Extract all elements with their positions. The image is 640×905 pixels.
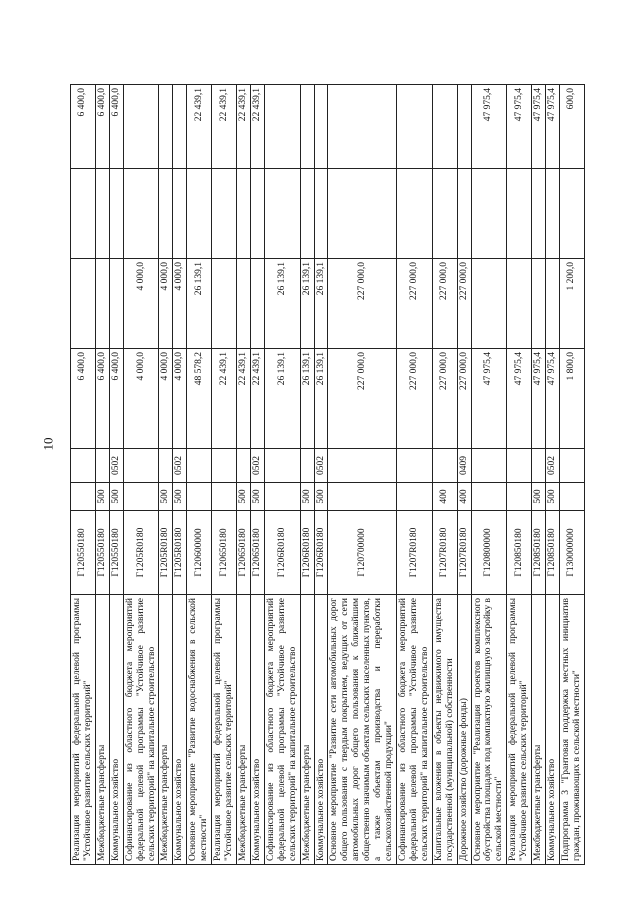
row-col4: [123, 85, 159, 169]
table-row: [328, 85, 397, 865]
row-code: Г1206R0180: [314, 511, 328, 595]
row-total: 26 139,1: [314, 349, 328, 449]
row-col3: [559, 169, 584, 259]
row-total: 22 439,1: [250, 349, 264, 449]
row-col3: [109, 169, 123, 259]
table-row: [532, 85, 546, 865]
row-name: Коммунальное хозяйство: [173, 595, 187, 865]
row-col3: [250, 169, 264, 259]
row-type: [212, 483, 237, 511]
row-name: Софинансирование из областного бюджета мероприятий федеральной целевой программы "Устойчивое развитие сельских территорий" на капитальное строительство: [396, 595, 432, 865]
row-col2: 26 139,1: [300, 259, 314, 349]
row-col3: [173, 169, 187, 259]
row-type: [71, 483, 96, 511]
row-section: [471, 449, 507, 483]
row-col3: [432, 169, 457, 259]
row-name: Основное мероприятие "Реализация проектов комплексного обустройства площадок под компактную жилищную застройку в сельской местности": [471, 595, 507, 865]
row-section: [396, 449, 432, 483]
row-col2: [236, 259, 250, 349]
row-section: [432, 449, 457, 483]
row-type: 500: [236, 483, 250, 511]
row-code: Г120650180: [250, 511, 264, 595]
row-col3: [71, 169, 96, 259]
row-code: Г120700000: [328, 511, 397, 595]
row-col4: 6 400,0: [95, 85, 109, 169]
row-code: Г1207R0180: [457, 511, 471, 595]
row-code: Г1206R0180: [300, 511, 314, 595]
row-col4: 6 400,0: [109, 85, 123, 169]
row-col4: [314, 85, 328, 169]
row-section: 0409: [457, 449, 471, 483]
table-row: [71, 85, 96, 865]
row-col4: [396, 85, 432, 169]
row-type: [328, 483, 397, 511]
row-col4: [159, 85, 173, 169]
row-col4: [432, 85, 457, 169]
page-number: 10: [40, 437, 56, 451]
row-type: 500: [300, 483, 314, 511]
row-name: Подпрограмма 3 "Грантовая поддержка местных инициатив граждан, проживающих в сельской местности": [559, 595, 584, 865]
row-name: Основное мероприятие "Развитие водоснабжения в сельской местности": [187, 595, 212, 865]
row-col4: 22 439,1: [236, 85, 250, 169]
row-col2: 227 000,0: [457, 259, 471, 349]
row-total: 47 975,4: [546, 349, 560, 449]
row-code: Г130000000: [559, 511, 584, 595]
row-type: 500: [159, 483, 173, 511]
row-total: 227 000,0: [432, 349, 457, 449]
row-total: 4 000,0: [173, 349, 187, 449]
row-section: 0502: [546, 449, 560, 483]
row-total: 4 000,0: [123, 349, 159, 449]
row-col3: [123, 169, 159, 259]
row-name: Реализация мероприятий федеральной целевой программы "Устойчивое развитие сельских территорий": [71, 595, 96, 865]
row-col4: [328, 85, 397, 169]
row-code: Г120850180: [546, 511, 560, 595]
row-type: [471, 483, 507, 511]
row-code: Г1205R0180: [159, 511, 173, 595]
row-name: Капитальные вложения в объекты недвижимого имущества государственной (муниципальной) собственности: [432, 595, 457, 865]
row-col3: [457, 169, 471, 259]
row-name: Межбюджетные трансферты: [159, 595, 173, 865]
row-type: [396, 483, 432, 511]
row-total: 227 000,0: [396, 349, 432, 449]
row-col4: [457, 85, 471, 169]
row-name: Софинансирование из областного бюджета мероприятий федеральной целевой программы "Устойчивое развитие сельских территорий" на капитальное строительство: [123, 595, 159, 865]
row-name: Межбюджетные трансферты: [236, 595, 250, 865]
row-col4: 47 975,4: [532, 85, 546, 169]
row-col3: [212, 169, 237, 259]
row-code: Г1205R0180: [123, 511, 159, 595]
row-col3: [314, 169, 328, 259]
table-row: [432, 85, 457, 865]
row-type: 400: [432, 483, 457, 511]
row-col2: 4 000,0: [159, 259, 173, 349]
row-code: Г120550180: [95, 511, 109, 595]
row-col2: [95, 259, 109, 349]
row-code: Г120550180: [71, 511, 96, 595]
budget-table: [70, 84, 585, 865]
row-col2: 227 000,0: [396, 259, 432, 349]
row-col3: [546, 169, 560, 259]
row-col3: [300, 169, 314, 259]
row-col2: 26 139,1: [264, 259, 300, 349]
table-row: [95, 85, 109, 865]
row-col3: [95, 169, 109, 259]
row-section: [159, 449, 173, 483]
row-col2: [212, 259, 237, 349]
table-row: [300, 85, 314, 865]
row-col2: 227 000,0: [432, 259, 457, 349]
row-col2: 4 000,0: [173, 259, 187, 349]
row-col2: [546, 259, 560, 349]
row-code: Г120850180: [532, 511, 546, 595]
table-row: [212, 85, 237, 865]
row-type: 500: [250, 483, 264, 511]
row-code: Г120550180: [109, 511, 123, 595]
row-code: Г1206R0180: [264, 511, 300, 595]
rotated-page-content: [70, 85, 600, 865]
row-name: Коммунальное хозяйство: [109, 595, 123, 865]
row-name: Софинансирование из областного бюджета мероприятий федеральной целевой программы "Устойчивое развитие сельских территорий" на капитальное строительство: [264, 595, 300, 865]
row-total: 4 000,0: [159, 349, 173, 449]
row-total: 47 975,4: [471, 349, 507, 449]
row-total: 6 400,0: [109, 349, 123, 449]
table-row: [471, 85, 507, 865]
row-type: [507, 483, 532, 511]
row-code: Г1207R0180: [396, 511, 432, 595]
row-col3: [507, 169, 532, 259]
row-total: 26 139,1: [264, 349, 300, 449]
row-col2: [532, 259, 546, 349]
row-total: 22 439,1: [236, 349, 250, 449]
row-col4: [173, 85, 187, 169]
row-name: Дорожное хозяйство (дорожные фонды): [457, 595, 471, 865]
budget-table-body: [71, 85, 585, 865]
row-type: 500: [109, 483, 123, 511]
row-section: [532, 449, 546, 483]
row-section: [300, 449, 314, 483]
row-section: [212, 449, 237, 483]
row-name: Коммунальное хозяйство: [546, 595, 560, 865]
row-col2: 1 200,0: [559, 259, 584, 349]
row-type: 400: [457, 483, 471, 511]
row-name: Реализация мероприятий федеральной целевой программы "Устойчивое развитие сельских территорий": [212, 595, 237, 865]
row-col4: [300, 85, 314, 169]
row-name: Межбюджетные трансферты: [95, 595, 109, 865]
row-total: 6 400,0: [71, 349, 96, 449]
row-total: 227 000,0: [457, 349, 471, 449]
row-name: Коммунальное хозяйство: [314, 595, 328, 865]
row-col3: [471, 169, 507, 259]
table-row: [236, 85, 250, 865]
row-code: Г120800000: [471, 511, 507, 595]
row-col2: 4 000,0: [123, 259, 159, 349]
row-col2: [250, 259, 264, 349]
table-row: [109, 85, 123, 865]
row-col2: 227 000,0: [328, 259, 397, 349]
row-col3: [236, 169, 250, 259]
row-name: Межбюджетные трансферты: [300, 595, 314, 865]
table-row: [559, 85, 584, 865]
row-section: [236, 449, 250, 483]
row-type: 500: [173, 483, 187, 511]
row-section: [264, 449, 300, 483]
row-section: 0502: [173, 449, 187, 483]
table-row: [123, 85, 159, 865]
table-row: [314, 85, 328, 865]
row-col2: 26 139,1: [314, 259, 328, 349]
table-row: [457, 85, 471, 865]
row-type: [123, 483, 159, 511]
row-total: 22 439,1: [212, 349, 237, 449]
row-type: [187, 483, 212, 511]
row-section: [328, 449, 397, 483]
row-col3: [159, 169, 173, 259]
row-col2: [109, 259, 123, 349]
row-col4: 47 975,4: [507, 85, 532, 169]
row-section: 0502: [314, 449, 328, 483]
row-col3: [187, 169, 212, 259]
row-code: Г1205R0180: [173, 511, 187, 595]
row-code: Г120600000: [187, 511, 212, 595]
row-col3: [328, 169, 397, 259]
row-type: [559, 483, 584, 511]
row-section: [123, 449, 159, 483]
row-type: 500: [532, 483, 546, 511]
row-col2: [471, 259, 507, 349]
row-col4: 22 439,1: [212, 85, 237, 169]
row-col4: [264, 85, 300, 169]
row-code: Г120650180: [212, 511, 237, 595]
row-col3: [396, 169, 432, 259]
row-section: 0502: [250, 449, 264, 483]
table-row: [187, 85, 212, 865]
row-type: 500: [314, 483, 328, 511]
row-type: 500: [546, 483, 560, 511]
row-section: [507, 449, 532, 483]
row-col2: 26 139,1: [187, 259, 212, 349]
row-section: [187, 449, 212, 483]
row-name: Реализация мероприятий федеральной целевой программы "Устойчивое развитие сельских территорий": [507, 595, 532, 865]
row-section: 0502: [109, 449, 123, 483]
row-col4: 47 975,4: [471, 85, 507, 169]
row-name: Межбюджетные трансферты: [532, 595, 546, 865]
row-total: 47 975,4: [507, 349, 532, 449]
row-section: [71, 449, 96, 483]
table-row: [507, 85, 532, 865]
row-code: Г1207R0180: [432, 511, 457, 595]
row-total: 1 800,0: [559, 349, 584, 449]
row-total: 227 000,0: [328, 349, 397, 449]
table-row: [250, 85, 264, 865]
table-row: [159, 85, 173, 865]
row-col4: 22 439,1: [187, 85, 212, 169]
table-row: [546, 85, 560, 865]
table-row: [264, 85, 300, 865]
row-col4: 6 400,0: [71, 85, 96, 169]
row-total: 26 139,1: [300, 349, 314, 449]
row-col2: [507, 259, 532, 349]
row-col4: 600,0: [559, 85, 584, 169]
table-row: [396, 85, 432, 865]
row-col3: [264, 169, 300, 259]
row-type: 500: [95, 483, 109, 511]
row-col4: 22 439,1: [250, 85, 264, 169]
row-name: Основное мероприятие "Развитие сети автомобильных дорог общего пользования с твердым покрытием, ведущих от сети автомобильных дорог общего пользования к ближайшим общественно значимым объектам сельских населенных пунктов, а также объектам производства и переработки сельскохозяйственной продукции": [328, 595, 397, 865]
row-total: 6 400,0: [95, 349, 109, 449]
row-col3: [532, 169, 546, 259]
row-total: 47 975,4: [532, 349, 546, 449]
row-total: 48 578,2: [187, 349, 212, 449]
row-name: Коммунальное хозяйство: [250, 595, 264, 865]
row-section: [95, 449, 109, 483]
table-row: [173, 85, 187, 865]
row-code: Г120850180: [507, 511, 532, 595]
row-col2: [71, 259, 96, 349]
row-type: [264, 483, 300, 511]
row-section: [559, 449, 584, 483]
row-col4: 47 975,4: [546, 85, 560, 169]
row-code: Г120650180: [236, 511, 250, 595]
